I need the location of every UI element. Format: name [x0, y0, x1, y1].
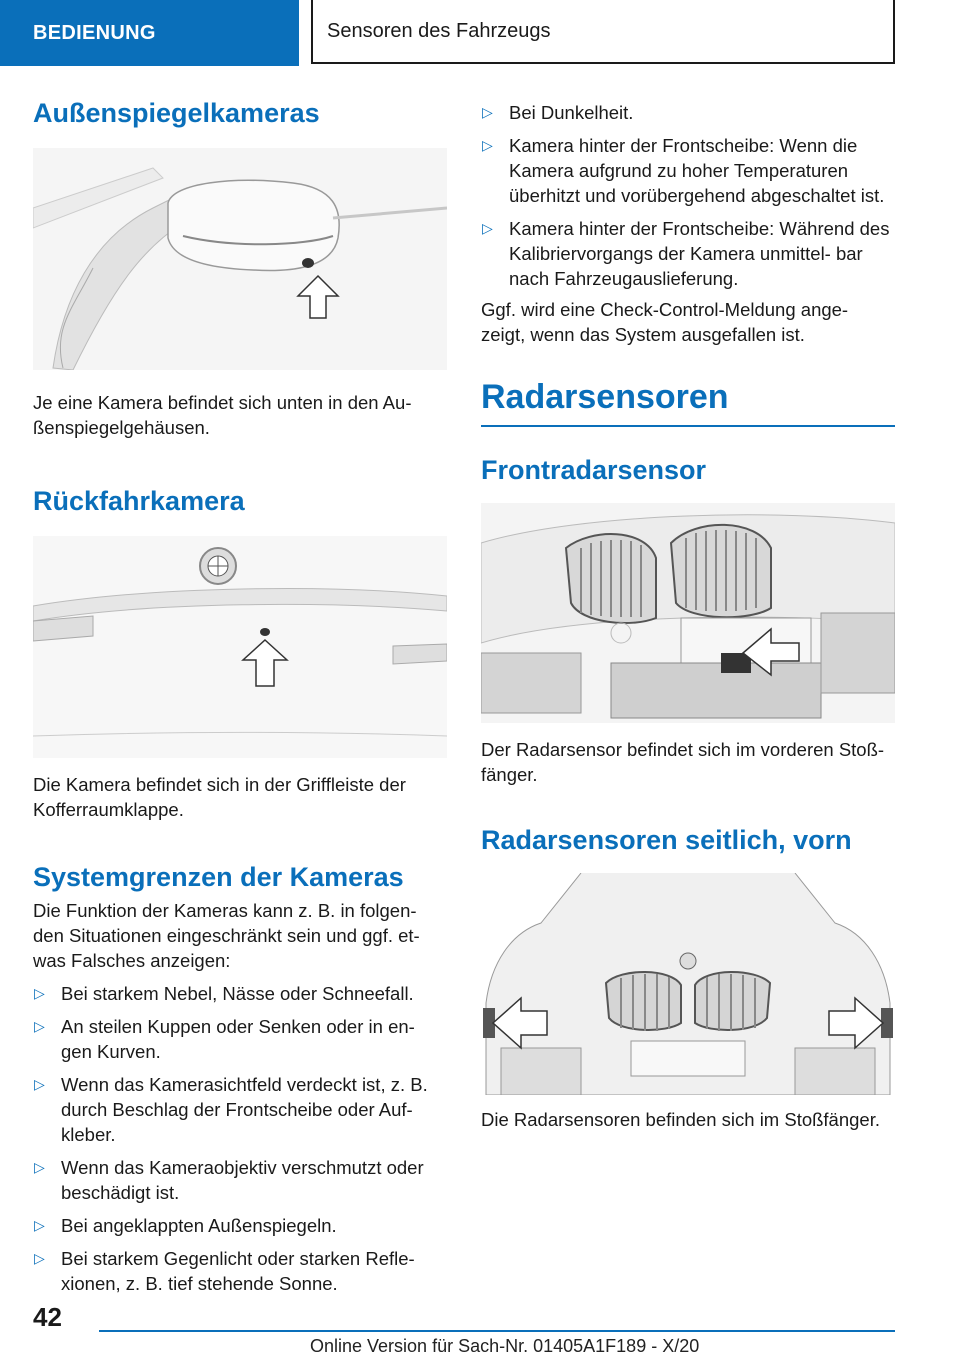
- bullet-icon: ▷: [34, 1018, 45, 1034]
- paragraph-check-control: Ggf. wird eine Check-Control-Meldung ange‐ zeigt, wenn das System ausgefallen ist.: [481, 299, 849, 345]
- footer-rule: [99, 1330, 895, 1332]
- bullet-icon: ▷: [34, 1217, 45, 1233]
- figure-front-radar: [481, 503, 895, 723]
- heading-front-radar: Frontradarsensor: [481, 455, 707, 485]
- paragraph-rear: Die Kamera befindet sich in der Griffleiste der Kofferraumklappe.: [33, 774, 406, 820]
- figure-side-radar: [481, 873, 895, 1095]
- list-item: ▷ Bei starkem Nebel, Nässe oder Schneefall.: [34, 983, 414, 1004]
- heading-side-radar: Radarsensoren seitlich, vorn: [481, 825, 852, 855]
- bullet-icon: ▷: [482, 137, 493, 153]
- paragraph-side-radar: Die Radarsensoren befinden sich im Stoßfänger.: [481, 1109, 880, 1130]
- chapter-header: [311, 0, 895, 64]
- limits-list: [33, 981, 447, 1296]
- bullet-icon: ▷: [34, 985, 45, 1001]
- list-item: ▷ Kamera hinter der Frontscheibe: Wenn die Kamera aufgrund zu hoher Temperaturen überhitzt und vorübergehend abgeschaltet ist.: [482, 135, 885, 206]
- heading-radar-sensors: Radarsensoren: [481, 375, 895, 427]
- figure-rear-camera: [33, 536, 447, 758]
- bullet-icon: ▷: [34, 1076, 45, 1092]
- bullet-icon: ▷: [482, 220, 493, 236]
- heading-limits: Systemgrenzen der Kameras: [33, 862, 404, 892]
- list-item: ▷ Bei angeklappten Außenspiegeln.: [34, 1215, 337, 1236]
- left-column: [33, 96, 447, 1296]
- list-item: ▷ Wenn das Kameraobjektiv verschmutzt oder beschädigt ist.: [34, 1157, 424, 1203]
- heading-mirror-cameras: Außenspiegelkameras: [33, 98, 320, 128]
- bullet-icon: ▷: [34, 1159, 45, 1175]
- right-column: [481, 100, 895, 1132]
- bullet-icon: ▷: [34, 1250, 45, 1266]
- footer-text: Online Version für Sach-Nr. 01405A1F189 - X/20: [310, 1336, 700, 1356]
- section-tab: [0, 0, 299, 66]
- paragraph-limits: Die Funktion der Kameras kann z. B. in folgen‐ den Situationen eingeschränkt sein und ggf. et‐ was Falsches anzeigen:: [33, 900, 420, 971]
- figure-mirror-camera: [33, 148, 447, 370]
- list-item: ▷ Wenn das Kamerasichtfeld verdeckt ist, z. B. durch Beschlag der Frontscheibe oder Auf‐ kleber.: [34, 1074, 428, 1145]
- heading-rear-camera: Rückfahrkamera: [33, 486, 245, 516]
- limits-list-continued: [481, 100, 895, 291]
- paragraph-mirror: Je eine Kamera befindet sich unten in den Au‐ ßenspiegelgehäusen.: [33, 392, 412, 438]
- section-label: BEDIENUNG: [33, 21, 156, 44]
- bullet-icon: ▷: [482, 104, 493, 120]
- list-item: ▷ An steilen Kuppen oder Senken oder in en‐ gen Kurven.: [34, 1016, 415, 1062]
- paragraph-front-radar: Der Radarsensor befindet sich im vorderen Stoß‐ fänger.: [481, 739, 885, 785]
- list-item: ▷ Bei starkem Gegenlicht oder starken Refle‐ xionen, z. B. tief stehende Sonne.: [34, 1248, 415, 1294]
- list-item: ▷ Bei Dunkelheit.: [482, 102, 634, 123]
- list-item: ▷ Kamera hinter der Frontscheibe: Während des Kalibriervorgangs der Kamera unmittel‐ bar nach Fahrzeugauslieferung.: [482, 218, 890, 289]
- page-number: 42: [33, 1302, 62, 1332]
- chapter-title: Sensoren des Fahrzeugs: [327, 19, 551, 42]
